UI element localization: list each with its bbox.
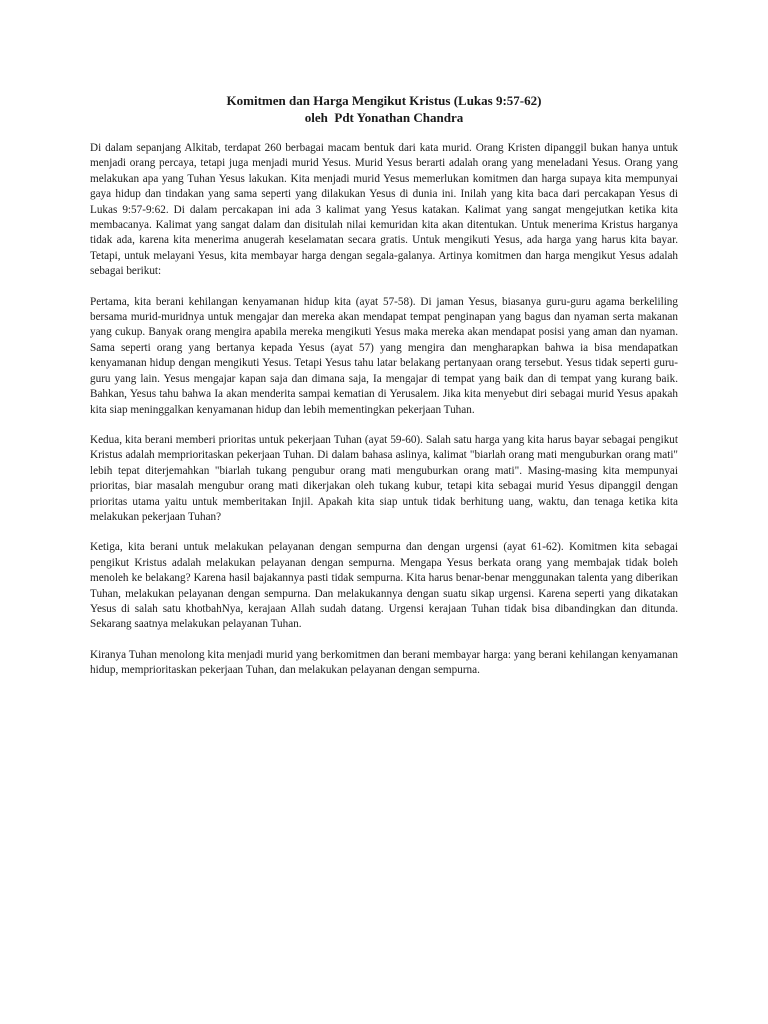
- paragraph-closing: Kiranya Tuhan menolong kita menjadi murid yang berkomitmen dan berani membayar harga: yang berani kehilangan kenyamanan hidup, memprioritaskan pekerjaan Tuhan, dan melakukan pelayanan dengan sempurna.: [90, 648, 678, 677]
- paragraph-third-point: Ketiga, kita berani untuk melakukan pelayanan dengan sempurna dan dengan urgensi (ayat 61-62). Komitmen kita sebagai pengikut Kristus adalah melakukan pelayanan dengan sempurna. Mengapa Yesus berkata orang yang membajak tidak boleh menoleh ke belakang? Karena hasil bajakannya pasti tidak sempurna. Kita harus benar-benar menggunakan talenta yang diberikan Tuhan, melakukan pelayanan dengan sempurna. Dan melakukannya dengan suatu sikap urgensi. Karena seperti yang dikatakan Yesus di salah satu khotbahNya, kerajaan Allah sudah datang. Urgensi kerajaan Tuhan tidak bisa dibandingkan dan ditunda. Sekarang saatnya melakukan pelayanan Tuhan.: [90, 541, 678, 631]
- document-header: [90, 92, 678, 126]
- paragraph-intro: Di dalam sepanjang Alkitab, terdapat 260 berbagai macam bentuk dari kata murid. Orang Kristen dipanggil bukan hanya untuk menjadi orang percaya, tetapi juga menjadi murid Yesus. Murid Yesus berarti adalah orang yang meneladani Yesus. Orang yang melakukan apa yang Tuhan Yesus lakukan. Kita menjadi murid Yesus memerlukan komitmen dan harga supaya kita mempunyai gaya hidup dan tindakan yang sama seperti yang dilakukan Yesus di dunia ini. Inilah yang kita baca dari percakapan Yesus di Lukas 9:57-9:62. Di dalam percakapan ini ada 3 kalimat yang Yesus katakan. Kalimat yang sangat mengejutkan ketika kita membacanya. Kalimat yang sangat dalam dan disitulah nilai kemuridan kita akan ditentukan. Untuk menerima Kristus harganya tidak ada, karena kita menerima anugerah keselamatan secara gratis. Untuk mengikuti Yesus, ada harga yang harus kita bayar. Tetapi, untuk melayani Yesus, kita membayar harga dengan segala-galanya. Artinya komitmen dan harga mengikut Yesus adalah sebagai berikut:: [90, 142, 678, 278]
- document-author: oleh Pdt Yonathan Chandra: [304, 110, 464, 125]
- paragraph-second-point: Kedua, kita berani memberi prioritas untuk pekerjaan Tuhan (ayat 59-60). Salah satu harga yang kita harus bayar sebagai pengikut Kristus adalah memprioritaskan pekerjaan Tuhan. Di dalam bahasa aslinya, kalimat "biarlah orang mati menguburkan orang mati" lebih tepat diterjemahkan "biarlah tukang pengubur orang mati menguburkan orang mati". Masing-masing kita mempunyai prioritas, biar masalah mengubur orang mati dikerjakan oleh tukang kubur, tetapi kita sebagai murid Yesus dipanggil dengan prioritas utama yaitu untuk memberitakan Injil. Apakah kita siap untuk tidak berhitung uang, waktu, dan tenaga ketika kita melakukan pekerjaan Tuhan?: [90, 433, 678, 523]
- document-page: [90, 92, 678, 694]
- document-title: Komitmen dan Harga Mengikut Kristus (Lukas 9:57-62): [226, 93, 542, 108]
- paragraph-first-point: Pertama, kita berani kehilangan kenyamanan hidup kita (ayat 57-58). Di jaman Yesus, biasanya guru-guru agama berkeliling bersama murid-muridnya untuk mengajar dan mereka akan mendapat tempat penginapan yang bagus dan nyaman serta makanan yang cukup. Banyak orang mengira apabila mereka mengikuti Yesus maka mereka akan mendapat posisi yang aman dan nyaman. Sama seperti orang yang bertanya kepada Yesus (ayat 57) yang mengira dan mengharapkan bahwa ia bisa mendapatkan kenyamanan hidup dengan mengikuti Yesus. Tetapi Yesus tahu latar belakang pertanyaan orang tersebut. Yesus tidak seperti guru-guru yang lain. Yesus mengajar kapan saja dan dimana saja, Ia mengajar di tempat yang baik dan di tempat yang kurang baik. Bahkan, Yesus tahu bahwa Ia akan menderita sampai kematian di Yerusalem. Jika kita menyebut diri sebagai murid Yesus apakah kita siap meninggalkan kenyamanan hidup dan lebih mementingkan pekerjaan Tuhan.: [90, 295, 678, 416]
